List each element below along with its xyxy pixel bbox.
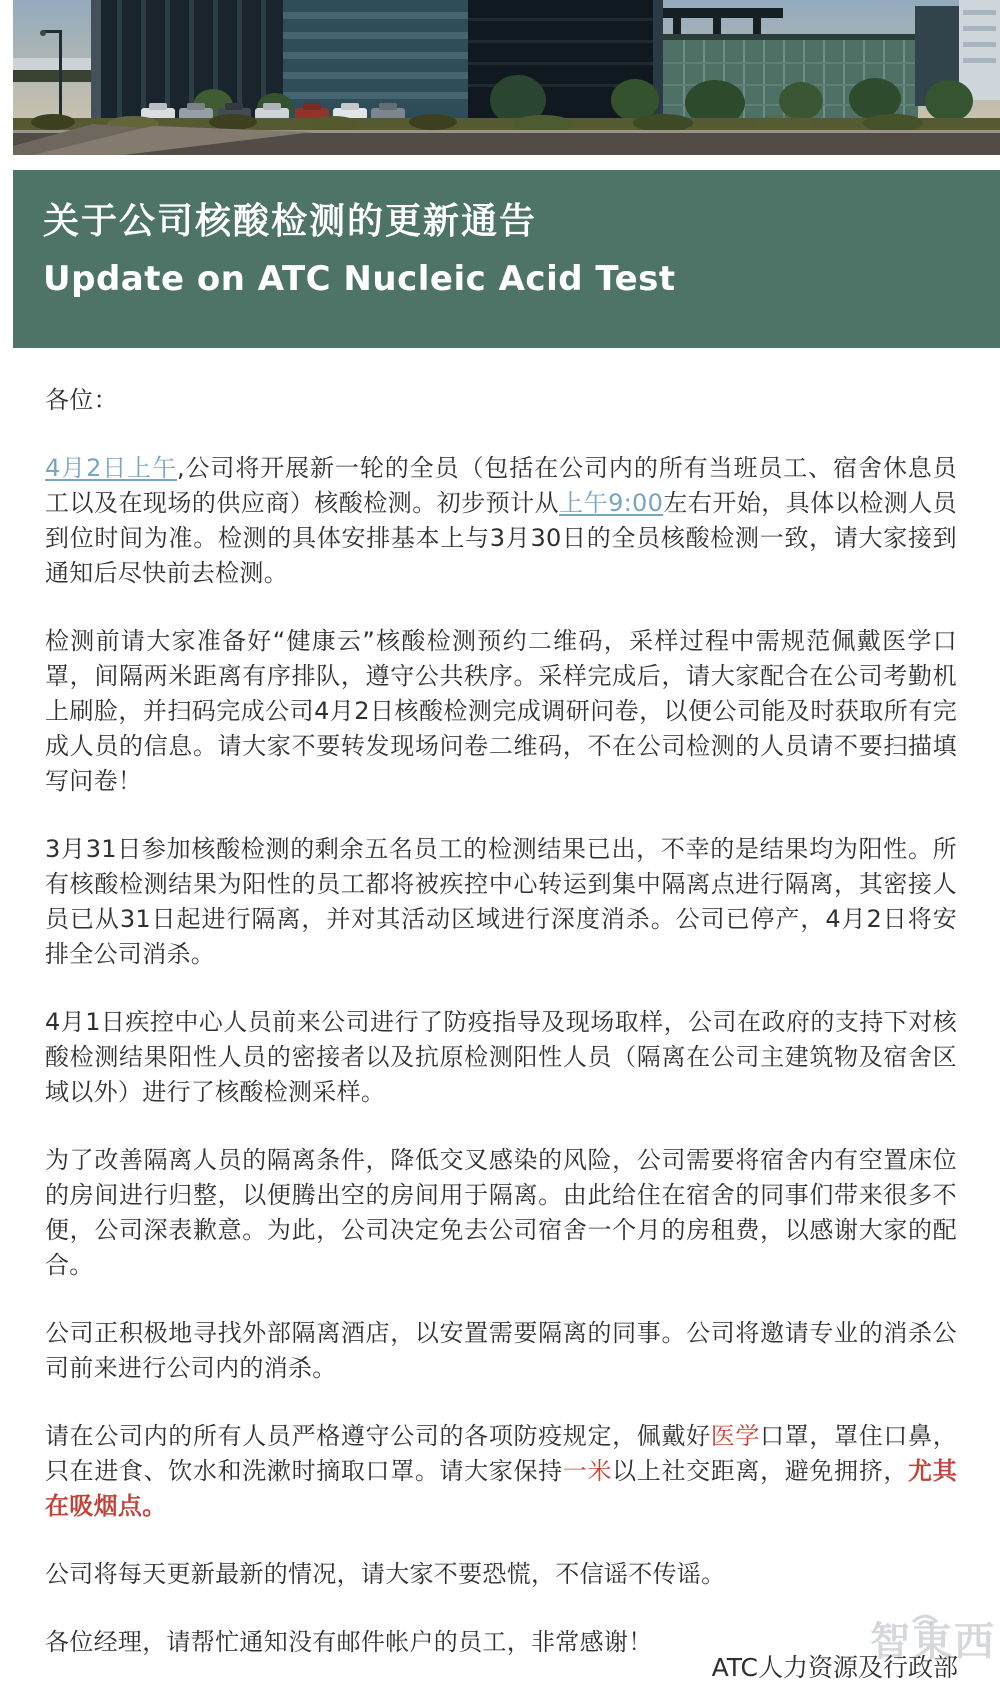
notice-banner: [13, 170, 1000, 348]
notice-title-en: Update on ATC Nucleic Acid Test: [43, 259, 676, 300]
text-segment: ,公司将开展新一轮的全员（包括在公司内的所有当班员工、宿舍休息员工以及在现场的供应商）核酸检测。初步预计从: [45, 454, 957, 517]
text-segment: 3月31日参加核酸检测的剩余五名员工的检测结果已出，不幸的是结果均为阳性。所有核酸检测结果为阳性的员工都将被疾控中心转运到集中隔离点进行隔离，其密接人员已从31日起进行隔离，并对其活动区域进行深度消杀。公司已停产，4月2日将安排全公司消杀。: [45, 835, 957, 968]
text-segment: 检测前请大家准备好“健康云”核酸检测预约二维码，采样过程中需规范佩戴医学口罩，间隔两米距离有序排队，遵守公共秩序。采样完成后，请大家配合在公司考勤机上刷脸，并扫码完成公司4月2日核酸检测完成调研问卷，以便公司能及时获取所有完成人员的信息。请大家不要转发现场问卷二维码，不在公司检测的人员请不要扫描填写问卷！: [45, 627, 957, 795]
text-segment: 左右开始，具体以检测人员到位时间为准。检测的具体安排基本上与3月30日的全员核酸检测一致，请大家接到通知后尽快前去检测。: [45, 489, 957, 587]
watermark-text: 智東西: [870, 1619, 996, 1665]
text-segment: 请在公司内的所有人员严格遵守公司的各项防疫规定，佩戴好: [45, 1422, 711, 1450]
salutation: 各位：: [45, 386, 118, 414]
notice-title-zh: 关于公司核酸检测的更新通告: [43, 201, 538, 242]
notice-paragraph: [45, 1143, 957, 1283]
notice-body: [45, 383, 957, 1692]
company-building-photo: [13, 0, 1000, 155]
text-segment: 口罩，罩住口鼻，只在进食、饮水和洗漱时摘取口罩。请大家保持: [45, 1422, 957, 1485]
notice-paragraph: [45, 1316, 957, 1386]
building-photo-graphic: [13, 0, 1000, 155]
notice-paragraph: [45, 1419, 957, 1524]
text-segment: 公司正积极地寻找外部隔离酒店，以安置需要隔离的同事。公司将邀请专业的消杀公司前来进行公司内的消杀。: [45, 1319, 957, 1382]
text-segment: 4月1日疾控中心人员前来公司进行了防疫指导及现场取样，公司在政府的支持下对核酸检测结果阳性人员的密接者以及抗原检测阳性人员（隔离在公司主建筑物及宿舍区域以外）进行了核酸检测采样。: [45, 1008, 957, 1106]
text-segment: 以上社交距离，避免拥挤，: [612, 1457, 909, 1485]
text-segment: 各位经理，请帮忙通知没有邮件帐户的员工，非常感谢！: [45, 1628, 653, 1656]
red-highlight-text: 医学: [710, 1422, 761, 1450]
inline-link[interactable]: 4月2日上午: [45, 454, 177, 482]
notice-paragraph: [45, 832, 957, 972]
notice-paragraph: [45, 1557, 957, 1592]
signature: ATC人力资源及行政部: [711, 1653, 958, 1682]
red-highlight-text: 尤其在吸烟点。: [45, 1457, 957, 1520]
notice-paragraph: [45, 451, 957, 591]
text-segment: 公司将每天更新最新的情况，请大家不要恐慌，不信谣不传谣。: [45, 1560, 726, 1588]
red-highlight-text: 一米: [562, 1457, 613, 1485]
inline-link[interactable]: 上午9:00: [559, 489, 664, 517]
notice-paragraph: [45, 1005, 957, 1110]
notice-paragraph: [45, 624, 957, 799]
text-segment: 为了改善隔离人员的隔离条件，降低交叉感染的风险，公司需要将宿舍内有空置床位的房间进行归整，以便腾出空的房间用于隔离。由此给住在宿舍的同事们带来很多不便，公司深表歉意。为此，公司决定免去公司宿舍一个月的房租费，以感谢大家的配合。: [45, 1146, 957, 1279]
paragraph-list: [45, 451, 957, 1660]
